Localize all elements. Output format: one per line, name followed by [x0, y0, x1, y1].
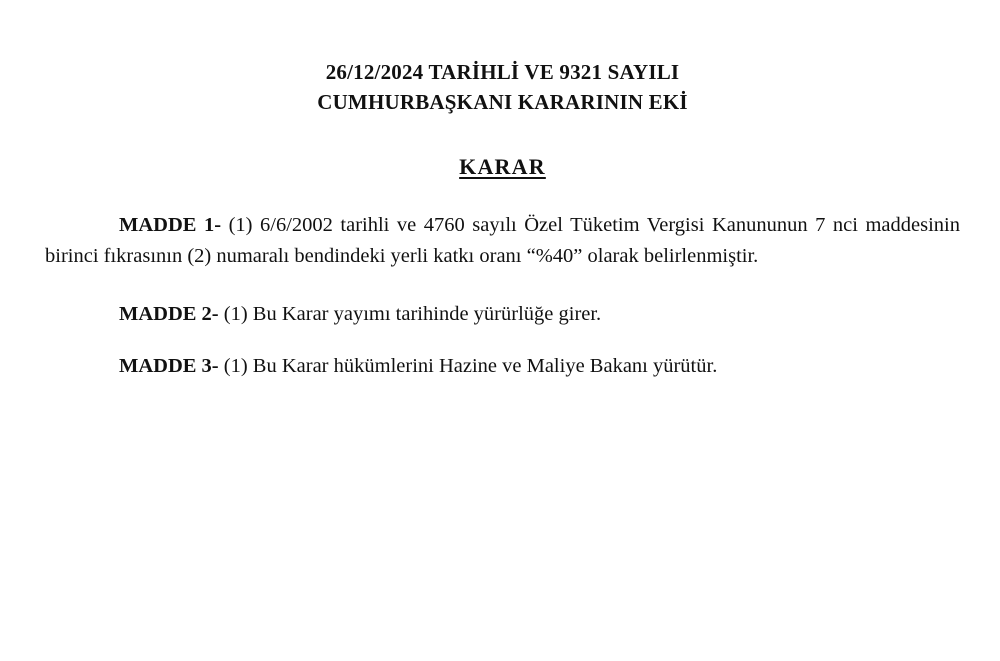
- article-madde-2: [45, 299, 960, 331]
- document-title-line-2: CUMHURBAŞKANI KARARININ EKİ: [317, 89, 688, 114]
- article-label-1: MADDE 1-: [119, 213, 222, 236]
- article-text-1: (1) 6/6/2002 tarihli ve 4760 sayılı Özel Tüketim Vergisi Kanununun 7 nci maddesinin birinci fıkrasının (2) numaralı bendindeki yerli katkı oranı “%40” olarak belirlenmiştir.: [45, 213, 960, 268]
- document-title-line-1: 26/12/2024 TARİHLİ VE 9321 SAYILI: [325, 60, 680, 84]
- document-body: [45, 58, 960, 404]
- article-label-3: MADDE 3-: [119, 355, 219, 378]
- article-text-2: (1) Bu Karar yayımı tarihinde yürürlüğe girer.: [218, 303, 602, 326]
- document-title: [45, 58, 960, 118]
- article-label-2: MADDE 2-: [119, 303, 219, 326]
- karar-heading-text: KARAR: [459, 153, 546, 179]
- karar-heading: [45, 154, 960, 180]
- article-madde-1: [45, 210, 960, 274]
- article-text-3: (1) Bu Karar hükümlerini Hazine ve Maliye Bakanı yürütür.: [218, 355, 718, 378]
- article-madde-3: [45, 351, 960, 383]
